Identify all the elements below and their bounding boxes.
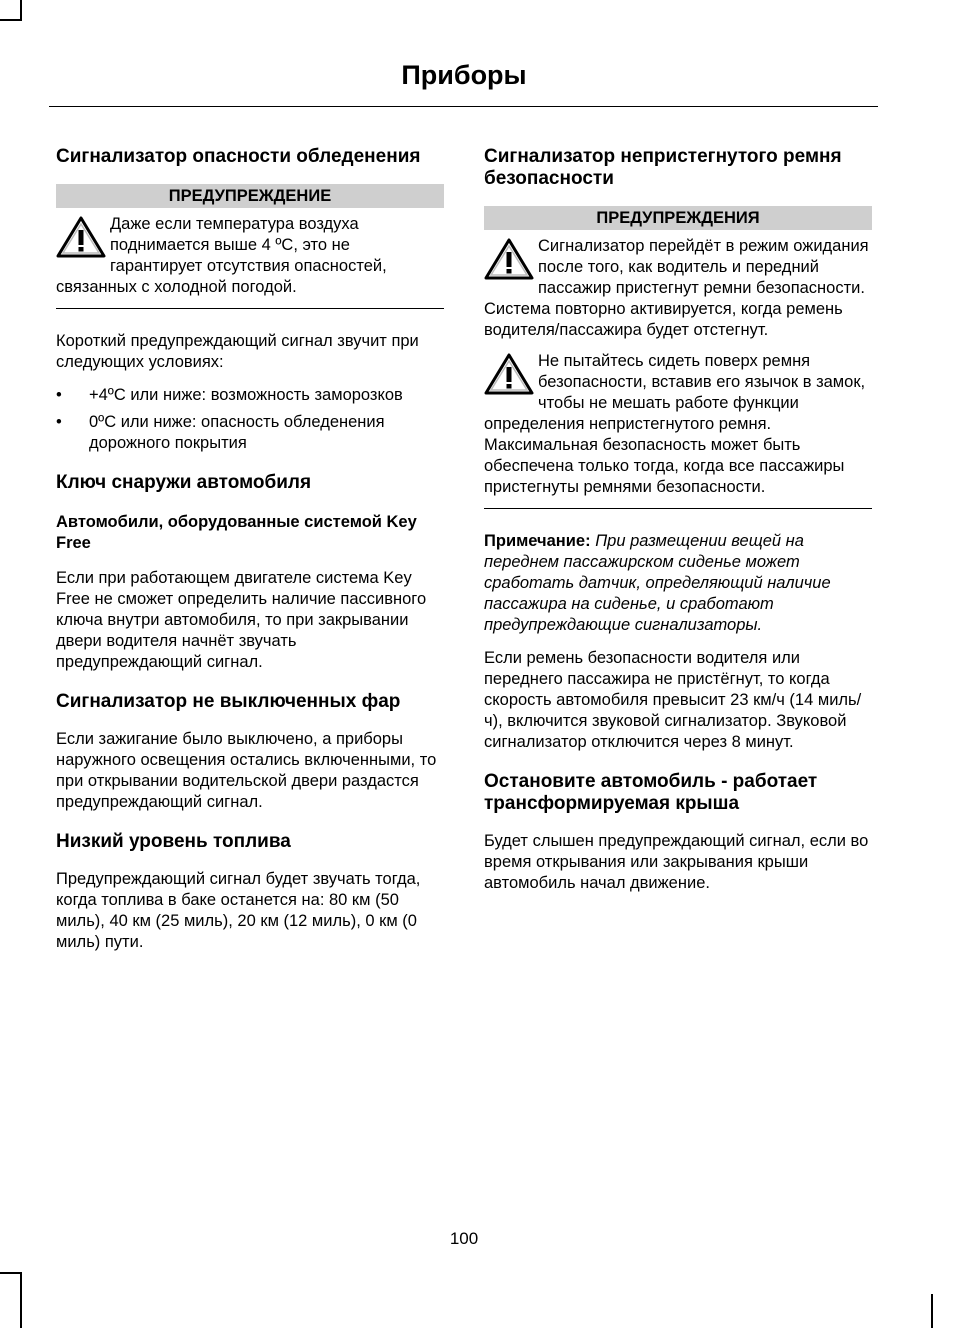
crop-mark-top-left-h — [0, 19, 22, 21]
ice-conditions-list — [56, 385, 444, 454]
crop-mark-bottom-left-v — [20, 1272, 22, 1328]
title-divider — [49, 106, 878, 107]
warning-block — [56, 214, 444, 298]
roof-section — [484, 771, 872, 894]
bullet-icon: • — [56, 386, 62, 404]
crop-mark-bottom-right-v — [931, 1294, 933, 1328]
list-item: • +4ºC или ниже: возможность заморозков — [56, 386, 403, 404]
warning-block-2 — [484, 351, 872, 498]
crop-mark-top-left-v — [20, 0, 22, 21]
lights-heading: Сигнализатор не выключенных фар — [56, 691, 401, 712]
page-number: 100 — [449, 1229, 479, 1248]
warning-block-1 — [484, 236, 872, 341]
roof-heading: Остановите автомобиль - работает трансформируемая крыша — [484, 771, 818, 814]
bullet-icon: • — [56, 413, 62, 431]
lights-section — [56, 691, 444, 813]
right-column — [484, 146, 872, 906]
ice-heading: Сигнализатор опасности обледенения — [56, 146, 421, 167]
list-item: • 0ºC или ниже: опасность обледенения дорожного покрытия — [56, 413, 385, 452]
key-subheading: Автомобили, оборудованные системой Key Free — [56, 513, 417, 552]
lights-text: Если зажигание было выключено, а приборы наружного освещения остались включенными, то при открывании водительской двери раздастся предупреждающий сигнал. — [56, 730, 437, 811]
crop-mark-bottom-left-h — [0, 1272, 22, 1274]
warning-triangle-icon — [484, 353, 534, 395]
warning-triangle-icon — [56, 216, 106, 258]
belt-heading: Сигнализатор непристегнутого ремня безопасности — [484, 146, 842, 189]
warnings-bar: ПРЕДУПРЕЖДЕНИЯ — [484, 206, 872, 230]
fuel-section — [56, 831, 444, 953]
fuel-text: Предупреждающий сигнал будет звучать тогда, когда топлива в баке останется на: 80 км (50 миль), 40 км (25 миль), 20 км (12 миль), 0 км (0 миль) пути. — [56, 870, 421, 951]
warning-text: Даже если температура воздуха поднимается выше 4 ºC, это не гарантирует отсутствия опасностей, связанных с холодной погодой. — [56, 215, 387, 296]
note-label: Примечание: — [484, 532, 591, 550]
warning-text-1: Сигнализатор перейдёт в режим ожидания после того, как водитель и передний пассажир пристегнут ремни безопасности. Система повторно активируется, когда ремень водителя/пассажира будет отстегнут. — [484, 237, 869, 339]
belt-text: Если ремень безопасности водителя или переднего пассажира не пристёгнут, то когда скорость автомобиля превысит 23 км/ч (14 миль/ч), включится звуковой сигнализатор. Звуковой сигнализатор отключится через 8 минут. — [484, 649, 862, 751]
ice-warning-section — [56, 146, 444, 454]
warning-end-rule — [484, 508, 872, 509]
key-outside-section — [56, 472, 444, 673]
key-heading: Ключ снаружи автомобиля — [56, 472, 312, 493]
ice-intro: Короткий предупреждающий сигнал звучит при следующих условиях: — [56, 332, 419, 371]
left-column — [56, 146, 444, 965]
warning-end-rule — [56, 308, 444, 309]
belt-note — [484, 531, 872, 636]
fuel-heading: Низкий уровень топлива — [56, 831, 291, 852]
belt-section — [484, 146, 872, 753]
warning-triangle-icon — [484, 238, 534, 280]
warning-bar: ПРЕДУПРЕЖДЕНИЕ — [56, 184, 444, 208]
key-text: Если при работающем двигателе система Key Free не сможет определить наличие пассивного ключа внутри автомобиля, то при закрывании двери водителя начнёт звучать предупреждающий сигнал. — [56, 569, 427, 671]
note-text: При размещении вещей на переднем пассажирском сиденье может сработать датчик, определяющий наличие пассажира на сиденье, и сработают предупреждающие сигнализаторы. — [484, 532, 831, 634]
page-title: Приборы — [401, 60, 527, 90]
warning-text-2: Не пытайтесь сидеть поверх ремня безопасности, вставив его язычок в замок, чтобы не мешать работе функции определения непристегнутого ремня. Максимальная безопасность может быть обеспечена только тогда, когда все пассажиры пристегнуты ремнями безопасности. — [484, 352, 866, 496]
roof-text: Будет слышен предупреждающий сигнал, если во время открывания или закрывания крыши автомобиль начал движение. — [484, 832, 869, 892]
